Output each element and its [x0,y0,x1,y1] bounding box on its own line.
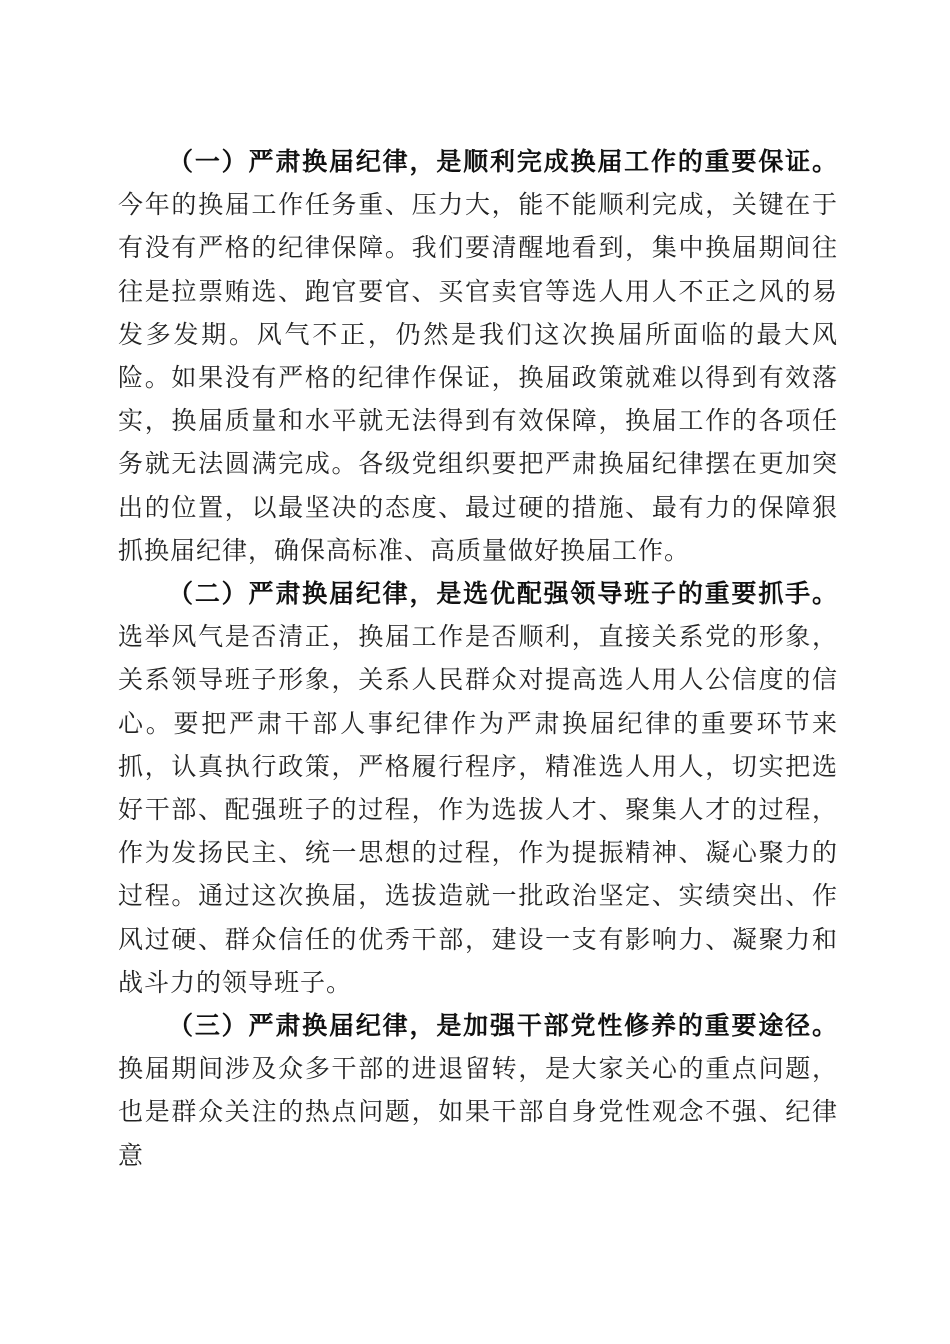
paragraph-2-body: 选举风气是否清正，换届工作是否顺利，直接关系党的形象，关系领导班子形象，关系人民群众对提高选人用人公信度的信心。要把严肃干部人事纪律作为严肃换届纪律的重要环节来抓，认真执行政策，严格履行程序，精准选人用人，切实把选好干部、配强班子的过程，作为选拔人才、聚集人才的过程，作为发扬民主、统一思想的过程，作为提振精神、凝心聚力的过程。通过这次换届，选拔造就一批政治坚定、实绩突出、作风过硬、群众信任的优秀干部，建设一支有影响力、凝聚力和战斗力的领导班子。 [118,622,838,997]
paragraph-3-body: 换届期间涉及众多干部的进退留转，是大家关心的重点问题，也是群众关注的热点问题，如果干部自身党性观念不强、纪律意 [118,1054,838,1170]
paragraph-3 [118,1004,838,1177]
paragraph-2-heading: （二）严肃换届纪律，是选优配强领导班子的重要抓手。 [168,579,838,609]
paragraph-1-body: 今年的换届工作任务重、压力大，能不能顺利完成，关键在于有没有严格的纪律保障。我们要清醒地看到，集中换届期间往往是拉票贿选、跑官要官、买官卖官等选人用人不正之风的易发多发期。风气不正，仍然是我们这次换届所面临的最大风险。如果没有严格的纪律作保证，换届政策就难以得到有效落实，换届质量和水平就无法得到有效保障，换届工作的各项任务就无法圆满完成。各级党组织要把严肃换届纪律摆在更加突出的位置，以最坚决的态度、最过硬的措施、最有力的保障狠抓换届纪律，确保高标准、高质量做好换届工作。 [118,190,838,565]
paragraph-1-heading: （一）严肃换届纪律，是顺利完成换届工作的重要保证。 [168,147,838,176]
paragraph-1 [118,140,838,572]
document-body [118,140,838,1177]
paragraph-3-heading: （三）严肃换届纪律，是加强干部党性修养的重要途径。 [168,1011,838,1041]
paragraph-2 [118,572,838,1004]
